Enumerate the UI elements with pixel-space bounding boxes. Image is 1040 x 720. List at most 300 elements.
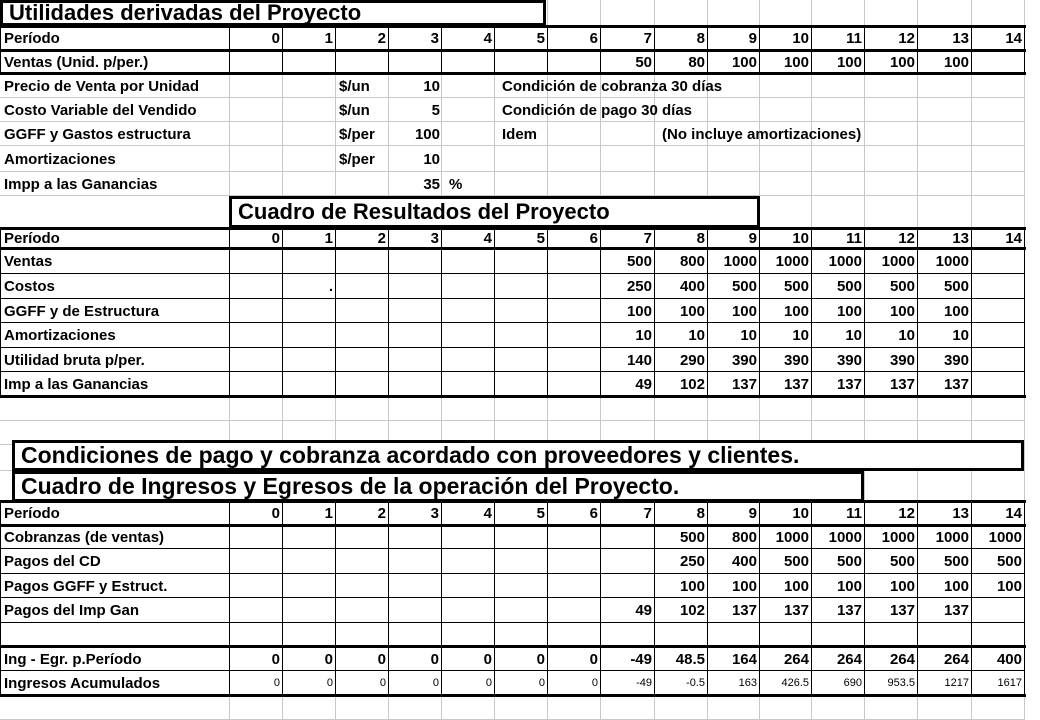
cashflow-row-0-cell[interactable]: 800 (731, 528, 757, 546)
grid-cell[interactable] (812, 0, 865, 26)
results-row-3-cell[interactable]: 10 (740, 327, 757, 344)
param-suffix[interactable]: % (449, 175, 463, 193)
ventas-unidades-cell[interactable]: 100 (731, 53, 757, 71)
results-row-4-cell[interactable]: 390 (889, 351, 915, 369)
grid-cell[interactable] (655, 146, 708, 172)
period-header-5[interactable]: 5 (536, 29, 545, 47)
cashflow-blank-cell[interactable] (865, 623, 918, 647)
grid-cell[interactable] (760, 146, 812, 172)
cashflow-row-1-cell[interactable] (601, 549, 655, 574)
period-header-6[interactable]: 6 (589, 504, 598, 522)
ventas-unidades-cell[interactable] (972, 50, 1025, 74)
param-unit[interactable] (335, 172, 390, 196)
grid-cell[interactable] (865, 0, 918, 26)
results-row-0-cell[interactable]: 500 (626, 252, 652, 270)
results-row-5-cell[interactable] (230, 372, 283, 397)
period-header-0[interactable]: 0 (271, 29, 280, 47)
results-row-1-cell[interactable]: 500 (731, 278, 757, 295)
period-header-3[interactable]: 3 (430, 504, 439, 522)
period-header-8[interactable]: 8 (696, 29, 705, 47)
cashflow-row-3-cell[interactable] (548, 598, 601, 623)
cashflow-blank-cell[interactable] (708, 623, 760, 647)
grid-cell[interactable] (655, 397, 708, 421)
results-row-2-cell[interactable]: 100 (731, 302, 757, 320)
period-header-2[interactable]: 2 (377, 504, 386, 522)
grid-cell[interactable] (495, 172, 548, 196)
ventas-unidades-cell[interactable]: 100 (889, 53, 915, 71)
grid-cell[interactable] (601, 0, 655, 26)
grid-cell[interactable] (972, 172, 1025, 196)
ventas-unidades-cell[interactable] (495, 50, 548, 74)
cashflow-row-1-cell[interactable]: 500 (783, 553, 809, 570)
results-row-4-cell[interactable] (972, 348, 1025, 372)
grid-cell[interactable] (708, 146, 760, 172)
results-row-3-cell[interactable]: 10 (688, 327, 705, 344)
results-row-0-label[interactable]: Ventas (4, 252, 53, 270)
grid-cell[interactable] (812, 397, 865, 421)
period-header-14[interactable]: 14 (1005, 29, 1022, 47)
results-row-3-cell[interactable] (283, 323, 336, 348)
cashflow-row-1-cell[interactable] (336, 549, 389, 574)
cashflow-row-3-cell[interactable]: 137 (943, 602, 969, 619)
cashflow-row-0-cell[interactable] (283, 525, 336, 549)
net-flow-cell[interactable]: 0 (324, 650, 333, 668)
results-row-4-cell[interactable] (495, 348, 548, 372)
param-value[interactable]: 35 (423, 175, 440, 193)
results-row-5-label[interactable]: Imp a las Ganancias (4, 376, 149, 393)
grid-cell[interactable] (601, 696, 655, 720)
results-row-5-cell[interactable]: 137 (836, 376, 862, 393)
grid-cell[interactable] (601, 146, 655, 172)
results-row-2-cell[interactable]: 100 (679, 302, 705, 320)
grid-cell[interactable] (760, 0, 812, 26)
period-header-label[interactable]: Período (4, 29, 60, 47)
grid-cell[interactable] (283, 122, 336, 146)
param-note[interactable]: Condición de pago 30 días (502, 101, 693, 119)
cashflow-row-3-cell[interactable]: 137 (836, 602, 862, 619)
grid-cell[interactable] (655, 696, 708, 720)
results-row-5-cell[interactable]: 137 (889, 376, 915, 393)
grid-cell[interactable] (336, 696, 389, 720)
results-row-2-cell[interactable]: 100 (626, 302, 652, 320)
results-row-1-cell[interactable]: 500 (943, 278, 969, 295)
cashflow-row-2-cell[interactable]: 100 (731, 577, 757, 595)
results-row-2-cell[interactable] (389, 299, 442, 323)
grid-cell[interactable] (283, 98, 336, 122)
net-flow-cell[interactable]: 264 (783, 650, 809, 668)
grid-cell[interactable] (283, 74, 336, 98)
grid-cell[interactable] (760, 696, 812, 720)
results-row-3-cell[interactable] (442, 323, 495, 348)
grid-cell[interactable] (760, 397, 812, 421)
grid-cell[interactable] (812, 146, 865, 172)
results-row-0-cell[interactable]: 1000 (935, 252, 969, 270)
grid-cell[interactable] (0, 397, 230, 421)
period-header-label[interactable]: Período (4, 504, 60, 522)
results-row-4-label[interactable]: Utilidad bruta p/per. (4, 351, 145, 369)
grid-cell[interactable] (972, 98, 1025, 122)
ventas-unidades-cell[interactable] (283, 50, 336, 74)
grid-cell[interactable] (230, 397, 283, 421)
net-flow-cell[interactable]: 0 (536, 650, 545, 668)
period-header-12[interactable]: 12 (898, 29, 915, 47)
ventas-unidades-cell[interactable] (548, 50, 601, 74)
period-header-11[interactable]: 11 (846, 504, 862, 522)
grid-cell[interactable] (972, 471, 1025, 501)
net-flow-cell[interactable]: 0 (589, 650, 598, 668)
results-row-2-cell[interactable]: 100 (783, 302, 809, 320)
cashflow-row-1-cell[interactable]: 500 (943, 553, 969, 570)
period-header-4[interactable]: 4 (483, 29, 492, 47)
period-header-4[interactable]: 4 (483, 229, 492, 247)
cashflow-blank-cell[interactable] (918, 623, 972, 647)
net-flow-cell[interactable]: -49 (630, 650, 652, 668)
grid-cell[interactable] (442, 122, 495, 146)
cashflow-row-1-cell[interactable] (389, 549, 442, 574)
grid-cell[interactable] (812, 98, 865, 122)
results-row-0-cell[interactable] (230, 248, 283, 274)
results-row-5-cell[interactable] (442, 372, 495, 397)
results-row-1-cell[interactable] (389, 274, 442, 299)
grid-cell[interactable] (812, 196, 865, 228)
grid-cell[interactable] (495, 146, 548, 172)
cashflow-row-2-cell[interactable] (601, 574, 655, 598)
period-header-3[interactable]: 3 (430, 29, 439, 47)
cashflow-blank-cell[interactable] (972, 623, 1025, 647)
grid-cell[interactable] (918, 696, 972, 720)
grid-cell[interactable] (708, 172, 760, 196)
net-flow-cell[interactable]: 264 (943, 650, 969, 668)
results-row-3-cell[interactable]: 10 (792, 327, 809, 344)
period-header-6[interactable]: 6 (589, 29, 598, 47)
results-row-3-cell[interactable] (230, 323, 283, 348)
param-unit[interactable]: $/un (339, 101, 370, 119)
results-row-5-cell[interactable] (972, 372, 1025, 397)
grid-cell[interactable] (655, 172, 708, 196)
param-unit[interactable]: $/un (339, 77, 370, 95)
grid-cell[interactable] (865, 196, 918, 228)
cashflow-row-2-cell[interactable]: 100 (783, 577, 809, 595)
period-header-label[interactable]: Período (4, 229, 60, 247)
cashflow-row-1-cell[interactable]: 400 (731, 553, 757, 570)
results-row-3-cell[interactable] (495, 323, 548, 348)
ventas-unidades-cell[interactable]: 50 (635, 53, 652, 71)
results-row-1-label[interactable]: Costos (4, 278, 55, 295)
cashflow-row-1-cell[interactable] (283, 549, 336, 574)
accumulated-cell[interactable]: -0.5 (686, 677, 705, 689)
cashflow-row-3-cell[interactable] (336, 598, 389, 623)
accumulated-cell[interactable]: 163 (738, 677, 757, 689)
grid-cell[interactable] (760, 172, 812, 196)
results-row-2-cell[interactable]: 100 (943, 302, 969, 320)
results-row-3-cell[interactable] (336, 323, 389, 348)
period-header-2[interactable]: 2 (377, 229, 386, 247)
accumulated-cell[interactable]: 1617 (997, 677, 1022, 689)
cashflow-row-2-cell[interactable] (442, 574, 495, 598)
period-header-13[interactable]: 13 (952, 504, 969, 522)
grid-cell[interactable] (812, 74, 865, 98)
cashflow-row-3-cell[interactable] (442, 598, 495, 623)
accumulated-cell[interactable]: 0 (432, 677, 439, 689)
results-row-2-cell[interactable] (336, 299, 389, 323)
results-row-0-cell[interactable]: 1000 (828, 252, 862, 270)
period-header-9[interactable]: 9 (748, 229, 757, 247)
cashflow-row-0-cell[interactable]: 500 (679, 528, 705, 546)
grid-cell[interactable] (865, 74, 918, 98)
grid-cell[interactable] (708, 0, 760, 26)
grid-cell[interactable] (548, 172, 601, 196)
cashflow-blank-label[interactable] (0, 623, 230, 647)
results-row-5-cell[interactable]: 137 (943, 376, 969, 393)
grid-cell[interactable] (865, 471, 918, 501)
net-flow-cell[interactable]: 0 (377, 650, 386, 668)
ventas-unidades-cell[interactable] (336, 50, 389, 74)
grid-cell[interactable] (655, 0, 708, 26)
param-note[interactable]: Condición de cobranza 30 días (502, 77, 723, 95)
cashflow-row-1-cell[interactable] (548, 549, 601, 574)
grid-cell[interactable] (495, 397, 548, 421)
cashflow-row-2-cell[interactable]: 100 (996, 577, 1022, 595)
cashflow-row-2-cell[interactable]: 100 (679, 577, 705, 595)
grid-cell[interactable] (283, 397, 336, 421)
net-flow-cell[interactable]: 48.5 (675, 650, 705, 668)
accumulated-cell[interactable]: 0 (591, 677, 598, 689)
grid-cell[interactable] (918, 146, 972, 172)
ventas-unidades-cell[interactable] (442, 50, 495, 74)
net-flow-cell[interactable]: 400 (996, 650, 1022, 668)
cashflow-row-3-cell[interactable]: 137 (783, 602, 809, 619)
results-row-4-cell[interactable]: 290 (679, 351, 705, 369)
grid-cell[interactable] (972, 397, 1025, 421)
cashflow-blank-cell[interactable] (812, 623, 865, 647)
results-row-0-cell[interactable] (442, 248, 495, 274)
ventas-unidades-cell[interactable]: 80 (688, 53, 705, 71)
grid-cell[interactable] (918, 397, 972, 421)
cashflow-row-0-cell[interactable] (495, 525, 548, 549)
results-row-0-cell[interactable] (283, 248, 336, 274)
cashflow-blank-cell[interactable] (442, 623, 495, 647)
grid-cell[interactable] (442, 98, 495, 122)
cashflow-blank-cell[interactable] (230, 623, 283, 647)
results-row-4-cell[interactable]: 390 (836, 351, 862, 369)
ventas-unidades-cell[interactable]: 100 (783, 53, 809, 71)
period-header-5[interactable]: 5 (536, 229, 545, 247)
cashflow-row-0-cell[interactable]: 1000 (775, 528, 809, 546)
grid-cell[interactable] (442, 74, 495, 98)
results-row-5-cell[interactable]: 49 (635, 376, 652, 393)
grid-cell[interactable] (865, 172, 918, 196)
grid-cell[interactable] (918, 98, 972, 122)
cashflow-row-2-cell[interactable] (495, 574, 548, 598)
period-header-6[interactable]: 6 (589, 229, 598, 247)
grid-cell[interactable] (918, 0, 972, 26)
cashflow-blank-cell[interactable] (336, 623, 389, 647)
ventas-unidades-cell[interactable]: 100 (943, 53, 969, 71)
period-header-1[interactable]: 1 (324, 29, 333, 47)
period-header-9[interactable]: 9 (748, 29, 757, 47)
cashflow-row-1-label[interactable]: Pagos del CD (4, 553, 101, 570)
param-note-2[interactable]: (No incluye amortizaciones) (662, 125, 862, 143)
net-flow-cell[interactable]: 0 (430, 650, 439, 668)
param-label[interactable]: Amortizaciones (4, 150, 116, 168)
cashflow-row-3-label[interactable]: Pagos del Imp Gan (4, 602, 140, 619)
results-row-3-cell[interactable]: 10 (845, 327, 862, 344)
results-row-1-cell[interactable] (230, 274, 283, 299)
grid-cell[interactable] (760, 196, 812, 228)
results-row-0-cell[interactable]: 1000 (723, 252, 757, 270)
cashflow-row-3-cell[interactable]: 102 (679, 602, 705, 619)
period-header-9[interactable]: 9 (748, 504, 757, 522)
cashflow-row-3-cell[interactable]: 137 (731, 602, 757, 619)
cashflow-row-1-cell[interactable] (442, 549, 495, 574)
grid-cell[interactable] (865, 397, 918, 421)
results-row-3-label[interactable]: Amortizaciones (4, 327, 116, 344)
grid-cell[interactable] (812, 172, 865, 196)
results-row-4-cell[interactable] (548, 348, 601, 372)
period-header-4[interactable]: 4 (483, 504, 492, 522)
period-header-7[interactable]: 7 (643, 229, 652, 247)
cashflow-row-3-cell[interactable] (389, 598, 442, 623)
results-row-1-cell[interactable] (336, 274, 389, 299)
grid-cell[interactable] (283, 146, 336, 172)
results-row-4-cell[interactable]: 140 (626, 351, 652, 369)
ventas-unidades-label[interactable]: Ventas (Unid. p/per.) (4, 53, 149, 71)
cashflow-row-0-cell[interactable]: 1000 (988, 528, 1022, 546)
results-row-0-cell[interactable] (336, 248, 389, 274)
results-row-5-cell[interactable] (548, 372, 601, 397)
cashflow-row-3-cell[interactable]: 137 (889, 602, 915, 619)
results-row-0-cell[interactable]: 1000 (775, 252, 809, 270)
cashflow-blank-cell[interactable] (495, 623, 548, 647)
cashflow-row-2-cell[interactable] (336, 574, 389, 598)
param-label[interactable]: GGFF y Gastos estructura (4, 125, 191, 143)
results-row-2-cell[interactable] (230, 299, 283, 323)
period-header-12[interactable]: 12 (898, 504, 915, 522)
period-header-10[interactable]: 10 (792, 29, 809, 47)
cashflow-row-0-cell[interactable]: 1000 (881, 528, 915, 546)
cashflow-blank-cell[interactable] (601, 623, 655, 647)
results-row-1-cell[interactable]: . (328, 278, 333, 295)
results-row-2-cell[interactable] (283, 299, 336, 323)
grid-cell[interactable] (389, 696, 442, 720)
param-value[interactable]: 10 (423, 150, 440, 168)
grid-cell[interactable] (918, 196, 972, 228)
net-flow-cell[interactable]: 0 (483, 650, 492, 668)
results-row-4-cell[interactable] (389, 348, 442, 372)
results-row-4-cell[interactable]: 390 (731, 351, 757, 369)
results-row-3-cell[interactable]: 10 (635, 327, 652, 344)
results-row-5-cell[interactable] (389, 372, 442, 397)
grid-cell[interactable] (442, 397, 495, 421)
period-header-7[interactable]: 7 (643, 29, 652, 47)
grid-cell[interactable] (601, 172, 655, 196)
results-row-4-cell[interactable] (230, 348, 283, 372)
cashflow-row-2-cell[interactable]: 100 (943, 577, 969, 595)
grid-cell[interactable] (812, 696, 865, 720)
cashflow-blank-cell[interactable] (548, 623, 601, 647)
param-note[interactable]: Idem (502, 125, 538, 143)
grid-cell[interactable] (708, 397, 760, 421)
grid-cell[interactable] (972, 74, 1025, 98)
results-row-0-cell[interactable] (972, 248, 1025, 274)
grid-cell[interactable] (442, 696, 495, 720)
period-header-1[interactable]: 1 (324, 229, 333, 247)
results-row-5-cell[interactable]: 137 (783, 376, 809, 393)
results-row-3-cell[interactable]: 10 (898, 327, 915, 344)
grid-cell[interactable] (972, 122, 1025, 146)
period-header-7[interactable]: 7 (643, 504, 652, 522)
accumulated-cell[interactable]: 690 (843, 677, 862, 689)
accumulated-cell[interactable]: -49 (636, 677, 652, 689)
period-header-1[interactable]: 1 (324, 504, 333, 522)
period-header-8[interactable]: 8 (696, 229, 705, 247)
grid-cell[interactable] (972, 0, 1025, 26)
cashflow-row-1-cell[interactable] (230, 549, 283, 574)
results-row-0-cell[interactable] (389, 248, 442, 274)
results-row-5-cell[interactable] (336, 372, 389, 397)
results-row-2-label[interactable]: GGFF y de Estructura (4, 302, 160, 320)
cashflow-row-0-cell[interactable]: 1000 (935, 528, 969, 546)
param-unit[interactable]: $/per (339, 150, 375, 168)
cashflow-row-0-cell[interactable] (230, 525, 283, 549)
cashflow-row-2-cell[interactable]: 100 (889, 577, 915, 595)
cashflow-blank-cell[interactable] (389, 623, 442, 647)
period-header-0[interactable]: 0 (271, 504, 280, 522)
cashflow-row-2-cell[interactable]: 100 (836, 577, 862, 595)
cashflow-row-0-label[interactable]: Cobranzas (de ventas) (4, 528, 165, 546)
grid-cell[interactable] (442, 146, 495, 172)
accumulated-label[interactable]: Ingresos Acumulados (4, 675, 161, 692)
cashflow-row-2-cell[interactable] (230, 574, 283, 598)
param-unit[interactable]: $/per (339, 125, 375, 143)
grid-cell[interactable] (336, 397, 389, 421)
results-row-1-cell[interactable]: 500 (889, 278, 915, 295)
cashflow-row-3-cell[interactable] (283, 598, 336, 623)
results-row-0-cell[interactable]: 800 (679, 252, 705, 270)
results-row-1-cell[interactable]: 400 (679, 278, 705, 295)
ventas-unidades-cell[interactable] (230, 50, 283, 74)
period-header-10[interactable]: 10 (792, 504, 809, 522)
cashflow-row-0-cell[interactable] (336, 525, 389, 549)
ventas-unidades-cell[interactable]: 100 (836, 53, 862, 71)
results-row-4-cell[interactable] (442, 348, 495, 372)
period-header-13[interactable]: 13 (952, 229, 969, 247)
accumulated-cell[interactable]: 0 (379, 677, 386, 689)
grid-cell[interactable] (865, 146, 918, 172)
accumulated-cell[interactable]: 426.5 (781, 677, 809, 689)
results-row-3-cell[interactable] (389, 323, 442, 348)
cashflow-row-0-cell[interactable] (442, 525, 495, 549)
period-header-14[interactable]: 14 (1005, 504, 1022, 522)
results-row-2-cell[interactable] (548, 299, 601, 323)
net-flow-cell[interactable]: 264 (889, 650, 915, 668)
results-row-3-cell[interactable] (972, 323, 1025, 348)
cashflow-blank-cell[interactable] (655, 623, 708, 647)
results-row-2-cell[interactable]: 100 (889, 302, 915, 320)
results-row-2-cell[interactable] (442, 299, 495, 323)
cashflow-row-1-cell[interactable] (495, 549, 548, 574)
results-row-5-cell[interactable]: 137 (731, 376, 757, 393)
results-row-2-cell[interactable] (495, 299, 548, 323)
cashflow-row-2-cell[interactable] (389, 574, 442, 598)
results-row-1-cell[interactable]: 500 (783, 278, 809, 295)
param-value[interactable]: 10 (423, 77, 440, 95)
grid-cell[interactable] (283, 172, 336, 196)
cashflow-row-3-cell[interactable] (230, 598, 283, 623)
period-header-3[interactable]: 3 (430, 229, 439, 247)
grid-cell[interactable] (0, 696, 230, 720)
results-row-1-cell[interactable]: 250 (626, 278, 652, 295)
